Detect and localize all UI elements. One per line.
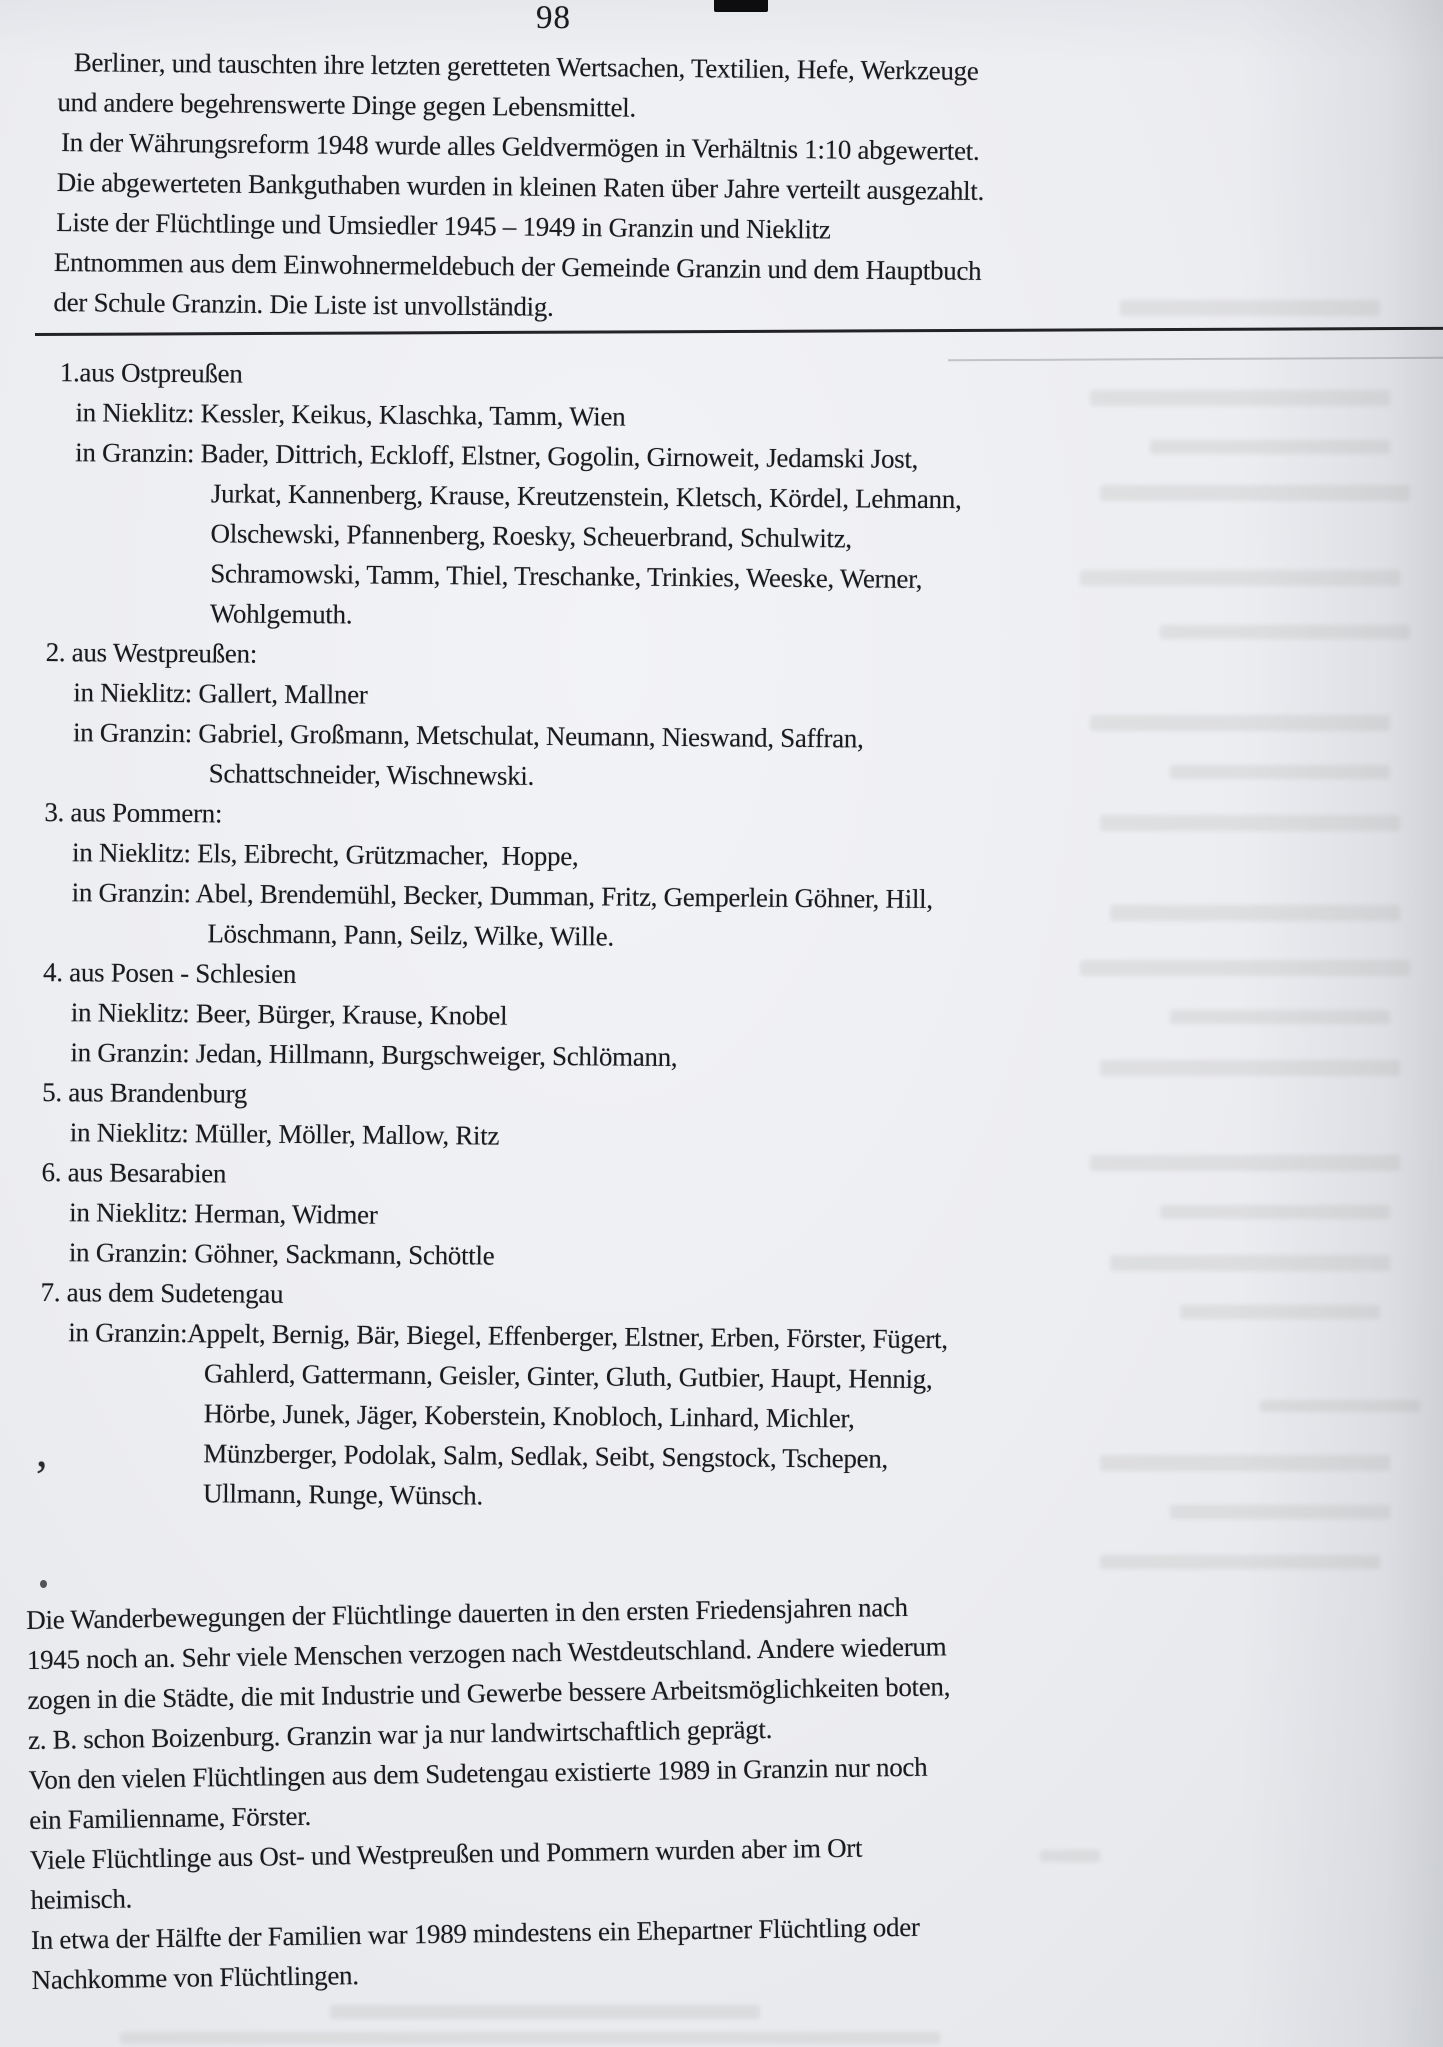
- ghost-bleedthrough: [1100, 815, 1400, 831]
- section-line: in Granzin: Gabriel, Großmann, Metschulat, Neumann, Nieswand, Saffran,: [72, 717, 864, 754]
- section-heading: 2. aus Westpreußen:: [45, 637, 258, 669]
- ghost-bleedthrough: [1100, 1455, 1390, 1471]
- section-heading: 7. aus dem Sudetengau: [40, 1277, 284, 1309]
- text-line: In etwa der Hälfte der Familien war 1989 mindestens ein Ehepartner Flüchtling oder: [30, 1911, 920, 1955]
- text-line: Berliner, und tauschten ihre letzten geretteten Wertsachen, Textilien, Hefe, Werkzeuge: [73, 47, 979, 86]
- section-heading: 1.aus Ostpreußen: [59, 357, 243, 389]
- ghost-bleedthrough: [1260, 1400, 1420, 1412]
- section-line: in Nieklitz: Müller, Möller, Mallow, Ritz: [69, 1117, 500, 1151]
- text-line: und andere begehrenswerte Dinge gegen Lebensmittel.: [57, 87, 637, 123]
- section-line: Schattschneider, Wischnewski.: [208, 758, 535, 791]
- section-line: in Granzin: Bader, Dittrich, Eckloff, Elstner, Gogolin, Girnoweit, Jedamski Jost,: [75, 437, 919, 474]
- ghost-bleedthrough: [120, 2032, 940, 2044]
- ghost-bleedthrough: [1170, 1505, 1390, 1519]
- intro-paragraph: [53, 42, 1096, 332]
- section-line: in Nieklitz: Kessler, Keikus, Klaschka, Tamm, Wien: [75, 397, 626, 432]
- text-line: Von den vielen Flüchtlingen aus dem Sudetengau existierte 1989 in Granzin nur noch: [28, 1751, 928, 1795]
- ghost-bleedthrough: [1160, 625, 1410, 639]
- refugee-list: [35, 352, 1144, 1521]
- ghost-bleedthrough: [1160, 1205, 1390, 1219]
- page-number: 98: [535, 0, 572, 37]
- ghost-bleedthrough: [1100, 485, 1410, 501]
- section-line: Olschewski, Pfannenberg, Roesky, Scheuerbrand, Schulwitz,: [210, 518, 852, 554]
- text-line: Die abgewerteten Bankguthaben wurden in kleinen Raten über Jahre verteilt ausgezahlt.: [56, 167, 985, 206]
- text-line: der Schule Granzin. Die Liste ist unvollständig.: [53, 286, 554, 322]
- section-line: Jurkat, Kannenberg, Krause, Kreutzenstein, Kletsch, Kördel, Lehmann,: [210, 478, 962, 515]
- section-heading: 4. aus Posen - Schlesien: [43, 957, 297, 989]
- text-line: z. B. schon Boizenburg. Granzin war ja nur landwirtschaftlich geprägt.: [27, 1713, 773, 1755]
- text-line: Viele Flüchtlinge aus Ost- und Westpreußen und Pommern wurden aber im Ort: [29, 1832, 863, 1875]
- ghost-bleedthrough: [1180, 1305, 1380, 1319]
- text-line: In der Währungsreform 1948 wurde alles Geldvermögen in Verhältnis 1:10 abgewertet.: [60, 127, 980, 166]
- section-line: Gahlerd, Gattermann, Geisler, Ginter, Gluth, Gutbier, Haupt, Hennig,: [203, 1358, 933, 1395]
- section-heading: 6. aus Besarabien: [41, 1157, 227, 1189]
- scan-artifact-bar: [714, 0, 768, 12]
- section-line: Hörbe, Junek, Jäger, Koberstein, Knobloch, Linhard, Michler,: [203, 1398, 855, 1434]
- text-line: 1945 noch an. Sehr viele Menschen verzogen nach Westdeutschland. Andere wiederum: [26, 1631, 947, 1675]
- section-line: Wohlgemuth.: [209, 598, 353, 630]
- section-line: in Granzin: Abel, Brendemühl, Becker, Dumman, Fritz, Gemperlein Göhner, Hill,: [71, 877, 933, 914]
- section-line: Löschmann, Pann, Seilz, Wilke, Wille.: [207, 918, 614, 952]
- section-line: in Granzin:Appelt, Bernig, Bär, Biegel, Effenberger, Elstner, Erben, Förster, Fügert,: [68, 1317, 948, 1355]
- ghost-bleedthrough: [1100, 1060, 1400, 1076]
- section-line: in Nieklitz: Gallert, Mallner: [73, 677, 368, 710]
- ghost-bleedthrough: [1100, 1555, 1380, 1569]
- text-line: Nachkomme von Flüchtlingen.: [31, 1960, 359, 1995]
- section-line: in Granzin: Jedan, Hillmann, Burgschweiger, Schlömann,: [70, 1037, 678, 1072]
- closing-paragraph: [26, 1584, 1092, 2000]
- text-line: ein Familienname, Förster.: [29, 1800, 312, 1835]
- ghost-bleedthrough: [1120, 300, 1380, 316]
- section-heading: 5. aus Brandenburg: [42, 1077, 248, 1109]
- text-line: Entnommen aus dem Einwohnermeldebuch der Gemeinde Granzin und dem Hauptbuch: [53, 246, 982, 286]
- list-title-line: Liste der Flüchtlinge und Umsiedler 1945 – 1949 in Granzin und Nieklitz: [56, 207, 831, 245]
- text-line: heimisch.: [30, 1883, 133, 1915]
- margin-mark-dot: [40, 1580, 47, 1588]
- ghost-bleedthrough: [330, 2005, 760, 2019]
- margin-mark-comma: ,: [36, 1425, 48, 1476]
- section-heading: 3. aus Pommern:: [44, 797, 223, 829]
- ghost-bleedthrough: [1150, 440, 1390, 454]
- section-line: in Nieklitz: Els, Eibrecht, Grützmacher, Hoppe,: [71, 837, 579, 872]
- section-line: Schramowski, Tamm, Thiel, Treschanke, Trinkies, Weeske, Werner,: [210, 558, 923, 594]
- section-line: Ullmann, Runge, Wünsch.: [202, 1478, 483, 1511]
- text-line: zogen in die Städte, die mit Industrie und Gewerbe bessere Arbeitsmöglichkeiten boten,: [27, 1671, 951, 1715]
- section-line: in Granzin: Göhner, Sackmann, Schöttle: [68, 1237, 495, 1271]
- ghost-bleedthrough: [1110, 905, 1400, 921]
- section-line: Münzberger, Podolak, Salm, Sedlak, Seibt, Sengstock, Tschepen,: [203, 1438, 889, 1474]
- ghost-bleedthrough: [1170, 1010, 1390, 1024]
- ghost-bleedthrough: [1170, 765, 1390, 779]
- section-line: in Nieklitz: Herman, Widmer: [69, 1197, 378, 1230]
- section-line: in Nieklitz: Beer, Bürger, Krause, Knobel: [70, 997, 508, 1031]
- ghost-bleedthrough: [1110, 1255, 1390, 1271]
- text-line: Die Wanderbewegungen der Flüchtlinge dauerten in den ersten Friedensjahren nach: [26, 1591, 908, 1635]
